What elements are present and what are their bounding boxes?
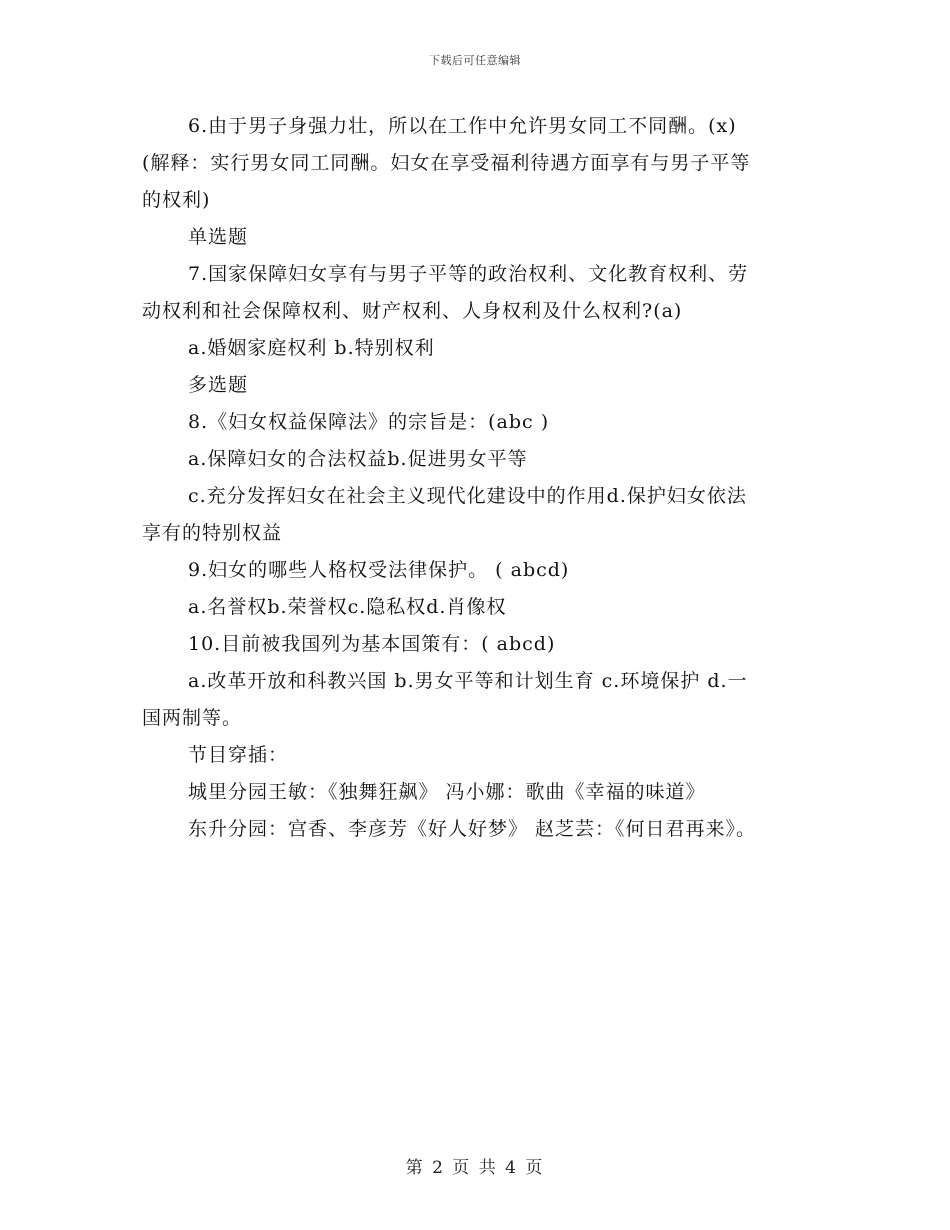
section-heading-multiple-choice: 多选题 xyxy=(188,374,249,396)
program-item: 城里分园王敏：《独舞狂飙》 冯小娜：歌曲《幸福的味道》 xyxy=(188,781,706,803)
program-item: 东升分园：宫香、李彦芳《好人好梦》 赵芝芸：《何日君再来》。 xyxy=(188,818,757,840)
section-heading-single-choice: 单选题 xyxy=(188,226,249,248)
answer-options: c.充分发挥妇女在社会主义现代化建设中的作用d.保护妇女依法 xyxy=(188,485,747,507)
answer-options: a.名誉权b.荣誉权c.隐私权d.肖像权 xyxy=(188,596,507,618)
answer-options: a.改革开放和科教兴国 b.男女平等和计划生育 c.环境保护 d.一 xyxy=(188,670,748,692)
answer-options: a.保障妇女的合法权益b.促进男女平等 xyxy=(188,448,528,470)
text-line: 7.国家保障妇女享有与男子平等的政治权利、文化教育权利、劳 xyxy=(188,263,749,285)
text-line: 动权利和社会保障权利、财产权利、人身权利及什么权利?(a) xyxy=(142,300,683,322)
text-line: 的权利) xyxy=(142,189,211,211)
document-body xyxy=(142,108,822,848)
text-line: 8.《妇女权益保障法》的宗旨是：(abc ) xyxy=(188,411,550,433)
answer-options: a.婚姻家庭权利 b.特别权利 xyxy=(188,337,435,359)
text-line: 享有的特别权益 xyxy=(142,522,283,544)
section-heading-program: 节目穿插： xyxy=(188,744,289,766)
text-line: 6.由于男子身强力壮，所以在工作中允许男女同工不同酬。(x) xyxy=(188,115,737,137)
page-number-footer: 第 2 页 共 4 页 xyxy=(405,1158,545,1178)
text-line: 国两制等。 xyxy=(142,707,243,729)
text-line: 10.目前被我国列为基本国策有：( abcd) xyxy=(188,633,556,655)
text-line: 9.妇女的哪些人格权受法律保护。 ( abcd) xyxy=(188,559,570,581)
page-header: 下载后可任意编辑 xyxy=(429,54,521,67)
text-line: (解释：实行男女同工同酬。妇女在享受福利待遇方面享有与男子平等 xyxy=(142,152,751,174)
